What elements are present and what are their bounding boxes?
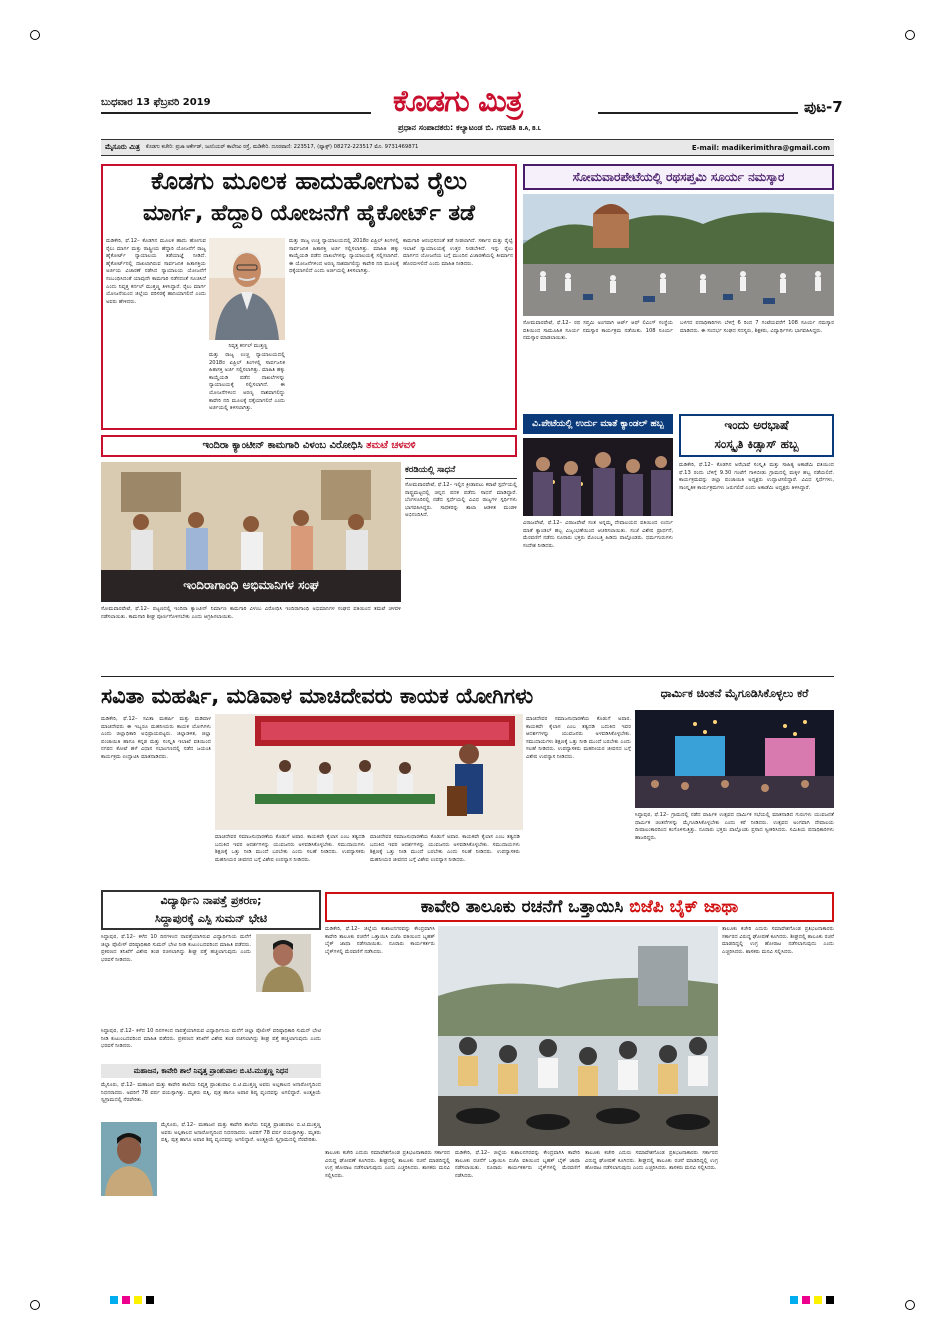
newspaper-logo: ಕೊಡಗು ಮಿತ್ರ: [393, 84, 523, 119]
canteen-protest-banner: ಇಂದಿರಾಗಾಂಧಿ ಅಭಿಮಾನಿಗಳ ಸಂಘ: [183, 578, 319, 592]
registration-mark: [30, 30, 40, 40]
story-canteen-headline-accent: ತಮಟೆ ಚಳವಳಿ: [366, 440, 416, 451]
story-karate-body: ಸೋಮವಾರಪೇಟೆ, ಫೆ.12– ಇಲ್ಲಿನ ಕ್ರೀಡಾಪಟು ಕರಾಟೆ ಸ್ಪರ್ಧೆಯಲ್ಲಿ ರಾಷ್ಟ್ರಮಟ್ಟದಲ್ಲಿ ಚಿನ್ನದ ಪದಕ ಪಡೆದು ಸಾಧನೆ ಮಾಡಿದ್ದಾರೆ. ಬೆಂಗಳೂರಿನಲ್ಲಿ ನಡೆದ ಸ್ಪರ್ಧೆಯಲ್ಲಿ ವಿವಿಧ ರಾಜ್ಯಗಳ ಸ್ಪರ್ಧಿಗಳು ಭಾಗವಹಿಸಿದ್ದರು. ಸಾಧಕರನ್ನು ಶಾಲಾ ಆಡಳಿತ ಮಂಡಳಿ ಅಭಿನಂದಿಸಿದೆ.: [405, 482, 517, 519]
story-missing-body-cont: ಸಿದ್ದಾಪುರ, ಫೆ.12– ಕಳೆದ 10 ದಿನಗಳಿಂದ ನಾಪತ್ತೆಯಾಗಿರುವ ವಿದ್ಯಾರ್ಥಿನಿಯ ಮನೆಗೆ ಜಿಲ್ಲಾ ಪೊಲೀಸ್ ವರಿಷ್ಠಾಧಿಕಾರಿ ಸುಮನ್ ಭೇಟಿ ನೀಡಿ ಕುಟುಂಬದವರಿಂದ ಮಾಹಿತಿ ಪಡೆದರು. ಪ್ರಕರಣದ ತನಿಖೆಗೆ ವಿಶೇಷ ತಂಡ ರಚಿಸಲಾಗಿದ್ದು ಶೀಘ್ರ ಪತ್ತೆ ಹಚ್ಚಲಾಗುವುದು ಎಂದು ಭರವಸೆ ನೀಡಿದರು.: [101, 1028, 321, 1050]
canteen-protest-photo: [101, 462, 401, 602]
story-canteen-body: ಸೋಮವಾರಪೇಟೆ, ಫೆ.12– ಪಟ್ಟಣದಲ್ಲಿ ಇಂದಿರಾ ಕ್ಯಾಂಟೀನ್ ನಿರ್ಮಾಣ ಕಾಮಗಾರಿ ವಿಳಂಬ ವಿರೋಧಿಸಿ ಇಂದಿರಾಗಾಂಧಿ ಅಭಿಮಾನಿಗಳ ಸಂಘದ ವತಿಯಿಂದ ತಮಟೆ ಚಳವಳಿ ನಡೆಸಲಾಯಿತು. ಕಾಮಗಾರಿ ಶೀಘ್ರ ಪೂರ್ಣಗೊಳಿಸಬೇಕು ಎಂದು ಆಗ್ರಹಿಸಲಾಯಿತು.: [101, 606, 401, 620]
story-missing-headline-line1: ವಿದ್ಯಾರ್ಥಿನಿ ನಾಪತ್ತೆ ಪ್ರಕರಣ;: [160, 894, 262, 907]
story-railway-headline-line1: ಕೊಡಗು ಮೂಲಕ ಹಾದುಹೋಗುವ ರೈಲು: [151, 167, 467, 195]
editor-degree: B.A, B.L: [518, 126, 541, 132]
page-number: ಪುಟ-7: [804, 98, 843, 116]
story-arebhashe-headline-line1: ಇಂದು ಅರಭಾಷೆ: [724, 418, 789, 432]
story-railway-body: ಮಡಿಕೇರಿ, ಫೆ.12– ಕೊಡಗಿನ ಮೂಲಕ ಹಾದು ಹೋಗುವ ರೈಲು ಮಾರ್ಗ ಮತ್ತು ರಾಷ್ಟ್ರೀಯ ಹೆದ್ದಾರಿ ಯೋಜನೆಗೆ ರಾಜ್ಯ ಹೈಕೋರ್ಟ್ ನ್ಯಾಯಾಲಯ ತಡೆಯಾಜ್ಞೆ ನೀಡಿದೆ. ಹೈಕೋರ್ಟ್‌ನಲ್ಲಿ ದಾಖಲಾಗಿರುವ ಸಾರ್ವಜನಿಕ ಹಿತಾಸಕ್ತಿಯ ಅರ್ಜಿಯ ವಿಚಾರಣೆ ನಡೆಸಿದ ನ್ಯಾಯಾಲಯ ಯೋಜನೆಗೆ ಸಂಬಂಧಿಸಿದಂತೆ ಯಾವುದೇ ಕಾಮಗಾರಿ ನಡೆಸದಂತೆ ಸೂಚಿಸಿದೆ ಎಂದು ನಿವೃತ್ತ ಕರ್ನಲ್ ಮುತ್ತಣ್ಣ ತಿಳಿಸಿದ್ದಾರೆ. ರೈಲು ಮಾರ್ಗ ಯೋಜನೆಯಿಂದ ಜಿಲ್ಲೆಯ ಪರಿಸರಕ್ಕೆ ಹಾನಿಯಾಗಲಿದೆ ಎಂದು ಅವರು ಹೇಳಿದರು.: [106, 238, 206, 305]
story-bike-rally-body-cont2: ಮಡಿಕೇರಿ, ಫೆ.12– ಜಿಲ್ಲೆಯ ಕುಶಾಲನಗರವನ್ನು ಕೇಂದ್ರವಾಗಿಸಿ ಕಾವೇರಿ ತಾಲೂಕು ರಚನೆಗೆ ಒತ್ತಾಯಿಸಿ ಬಿಜೆಪಿ ವತಿಯಿಂದ ಬೃಹತ್ ಬೈಕ್ ಜಾಥಾ ನಡೆಸಲಾಯಿತು. ನೂರಾರು ಕಾರ್ಯಕರ್ತರು ಬೈಕ್‌ಗಳಲ್ಲಿ ಮೆರವಣಿಗೆ ನಡೆಸಿದರು.: [455, 1150, 580, 1179]
office-address: ಕೊಡಗು ಕಚೇರಿ: ಪ್ರಜಾ ಆರ್ಕೇಡ್, ಜೂನಿಯರ್ ಕಾಲೇಜು ರಸ್ತೆ, ಮಡಿಕೇರಿ. ದೂರವಾಣಿ: 223517, (ಫ್ಯಾಕ್ಸ್) 08272-223517 ಮೊ. 9731469871: [145, 144, 419, 150]
story-obituary-headline: ಮಹಾಜನ, ಕಾವೇರಿ ಶಾಲೆ ನಿವೃತ್ತ ಪ್ರಾಂಶುಪಾಲ ಬಿ.ಟಿ.ಮುತ್ತಣ್ಣ ನಿಧನ: [101, 1064, 321, 1078]
story-canteen-headline-main: ಇಂದಿರಾ ಕ್ಯಾಂಟೀನ್ ಕಾಮಗಾರಿ ವಿಳಂಬ ವಿರೋಧಿಸಿ: [202, 440, 363, 451]
story-savitha-body-col3: ಮಾಚಿದೇವರ ಸಮಾಜಸುಧಾರಣೆಯ ಕೊಡುಗೆ ಅಪಾರ. ಕಾಯಕವೇ ಕೈಲಾಸ ಎಂಬ ತತ್ವದಡಿ ಬದುಕಿದ ಇವರ ಆದರ್ಶಗಳನ್ನು ಯುವಜನರು ಅಳವಡಿಸಿಕೊಳ್ಳಬೇಕು. ಸಮುದಾಯಗಳು ಶಿಕ್ಷಣಕ್ಕೆ ಒತ್ತು ನೀಡಿ ಮುಂದೆ ಬರಬೇಕು ಎಂದು ಸಲಹೆ ನೀಡಿದರು. ಉಪನ್ಯಾಸಕರು ಮಹನೀಯರ ಜೀವನದ ಬಗ್ಗೆ ವಿಶೇಷ ಉಪನ್ಯಾಸ ನೀಡಿದರು.: [370, 834, 520, 863]
story-savitha-body-col2: ಮಾಚಿದೇವರ ಸಮಾಜಸುಧಾರಣೆಯ ಕೊಡುಗೆ ಅಪಾರ. ಕಾಯಕವೇ ಕೈಲಾಸ ಎಂಬ ತತ್ವದಡಿ ಬದುಕಿದ ಇವರ ಆದರ್ಶಗಳನ್ನು ಯುವಜನರು ಅಳವಡಿಸಿಕೊಳ್ಳಬೇಕು. ಸಮುದಾಯಗಳು ಶಿಕ್ಷಣಕ್ಕೆ ಒತ್ತು ನೀಡಿ ಮುಂದೆ ಬರಬೇಕು ಎಂದು ಸಲಹೆ ನೀಡಿದರು. ಉಪನ್ಯಾಸಕರು ಮಹನೀಯರ ಜೀವನದ ಬಗ್ಗೆ ವಿಶೇಷ ಉಪನ್ಯಾಸ ನೀಡಿದರು.: [215, 834, 365, 863]
story-surya-body: ಸೋಮವಾರಪೇಟೆ, ಫೆ.12– ರಥ ಸಪ್ತಮಿ ಅಂಗವಾಗಿ ಆರ್ಟ್ ಆಫ್ ಲಿವಿಂಗ್ ಸಂಸ್ಥೆಯ ವತಿಯಿಂದ ಸಾಮೂಹಿಕ ಸೂರ್ಯ ನಮಸ್ಕಾರ ಕಾರ್ಯಕ್ರಮ ನಡೆಯಿತು. 108 ಸೂರ್ಯ ನಮಸ್ಕಾರ ಮಾಡಲಾಯಿತು.: [523, 320, 673, 342]
story-surya-headline: ಸೋಮವಾರಪೇಟೆಯಲ್ಲಿ ರಥಸಪ್ತಮಿ ಸೂರ್ಯ ನಮಸ್ಕಾರ: [523, 164, 834, 190]
registration-mark: [905, 1300, 915, 1310]
story-bike-rally-body: ಮಡಿಕೇರಿ, ಫೆ.12– ಜಿಲ್ಲೆಯ ಕುಶಾಲನಗರವನ್ನು ಕೇಂದ್ರವಾಗಿಸಿ ಕಾವೇರಿ ತಾಲೂಕು ರಚನೆಗೆ ಒತ್ತಾಯಿಸಿ ಬಿಜೆಪಿ ವತಿಯಿಂದ ಬೃಹತ್ ಬೈಕ್ ಜಾಥಾ ನಡೆಸಲಾಯಿತು. ನೂರಾರು ಕಾರ್ಯಕರ್ತರು ಬೈಕ್‌ಗಳಲ್ಲಿ ಮೆರವಣಿಗೆ ನಡೆಸಿದರು.: [325, 926, 435, 955]
story-bike-rally-headline-main: ಕಾವೇರಿ ತಾಲೂಕು ರಚನೆಗೆ ಒತ್ತಾಯಿಸಿ: [420, 897, 624, 917]
story-obituary-body: ಮೈಸೂರು, ಫೆ.12– ಮಹಾಜನ ಮತ್ತು ಕಾವೇರಿ ಶಾಲೆಯ ನಿವೃತ್ತ ಪ್ರಾಂಶುಪಾಲ ಬಿ.ಟಿ.ಮುತ್ತಣ್ಣ ಅವರು ಅಲ್ಪಕಾಲದ ಅನಾರೋಗ್ಯದಿಂದ ನಿಧನರಾದರು. ಅವರಿಗೆ 78 ವರ್ಷ ವಯಸ್ಸಾಗಿತ್ತು. ಮೃತರು ಪತ್ನಿ, ಪುತ್ರ ಹಾಗೂ ಅಪಾರ ಶಿಷ್ಯ ವೃಂದವನ್ನು ಅಗಲಿದ್ದಾರೆ. ಅಂತ್ಯಕ್ರಿಯೆ ಸ್ವಗ್ರಾಮದಲ್ಲಿ ನೆರವೇರಿತು.: [101, 1082, 321, 1104]
story-missing-headline-line2: ಸಿದ್ದಾಪುರಕ್ಕೆ ಎಸ್ಪಿ ಸುಮನ್ ಭೇಟಿ: [154, 912, 268, 925]
contact-bar: [101, 139, 834, 156]
story-bike-rally-headline: [325, 892, 834, 922]
issue-date: ಬುಧವಾರ 13 ಫೆಬ್ರವರಿ 2019: [101, 97, 211, 108]
story-surya-body-col2: ಬಳಗದ ಪದಾಧಿಕಾರಿಗಳು ಬೆಳಿಗ್ಗೆ 6 ರಿಂದ 7 ಗಂಟೆಯವರೆಗೆ 108 ಸೂರ್ಯ ನಮಸ್ಕಾರ ಮಾಡಿದರು. ಈ ಸಂದರ್ಭ ಸಂಘದ ಸದಸ್ಯರು, ಶಿಕ್ಷಕರು, ವಿದ್ಯಾರ್ಥಿಗಳು ಭಾಗವಹಿಸಿದ್ದರು.: [680, 320, 834, 334]
bike-rally-photo: [438, 926, 718, 1146]
color-bar-left: [110, 1296, 154, 1304]
registration-mark: [905, 30, 915, 40]
sp-suman-photo: [256, 934, 311, 992]
temple-festival-photo: [635, 710, 834, 808]
divider: [101, 676, 834, 677]
story-candle-headline: ವಿ.ಪೇಟೆಯಲ್ಲಿ ಉರ್ದು ಮಾತೆ ಕ್ಯಾಂಡಲ್ ಹಬ್ಬ: [523, 414, 673, 434]
obituary-photo: [101, 1122, 157, 1196]
editor-name: ಪ್ರಧಾನ ಸಂಪಾದಕರು: ಕಲ್ಯಾಟಂಡ ಬಿ. ಗಣಪತಿ: [398, 123, 516, 132]
colonel-portrait-photo: [209, 238, 285, 340]
story-railway-body-cont: ಮತ್ತು ರಾಜ್ಯ ಉಚ್ಚ ನ್ಯಾಯಾಲಯದಲ್ಲಿ 2018ರ ಏಪ್ರಿಲ್ ತಿಂಗಳಲ್ಲಿ ಸಾರ್ವಜನಿಕ ಹಿತಾಸಕ್ತಿ ಅರ್ಜಿ ಸಲ್ಲಿಸಲಾಗಿತ್ತು. ಮಾಹಿತಿ ಹಕ್ಕು ಕಾಯ್ದೆಯಡಿ ಪಡೆದ ದಾಖಲೆಗಳನ್ನು ನ್ಯಾಯಾಲಯಕ್ಕೆ ಸಲ್ಲಿಸಲಾಗಿದೆ. ಈ ಯೋಜನೆಗಳಿಂದ ಅರಣ್ಯ ನಾಶವಾಗಲಿದ್ದು ಕಾವೇರಿ ನದಿ ಮೂಲಕ್ಕೆ ಧಕ್ಕೆಯಾಗಲಿದೆ ಎಂದು ಅರ್ಜಿಯಲ್ಲಿ ತಿಳಿಸಲಾಗಿತ್ತು.: [209, 352, 285, 412]
divider: [598, 112, 798, 114]
registration-mark: [30, 1300, 40, 1310]
story-railway-body-col3: ಕಾಮಗಾರಿ ಆರಂಭಿಸದಂತೆ ತಡೆ ನೀಡಲಾಗಿದೆ. ಸರ್ಕಾರ ಮತ್ತು ರೈಲ್ವೆ ಇಲಾಖೆ ನ್ಯಾಯಾಲಯಕ್ಕೆ ಉತ್ತರ ನೀಡಬೇಕಿದೆ. ಇನ್ನು ರೈಲು ಮಾರ್ಗದ ಯೋಜನೆಯ ಬಗ್ಗೆ ಮುಂದಿನ ವಿಚಾರಣೆಯಲ್ಲಿ ತೀರ್ಮಾನ ಹೊರಬೀಳಲಿದೆ ಎಂದು ಮಾಹಿತಿ ನೀಡಿದರು.: [403, 238, 513, 267]
story-savitha-headline: ಸವಿತಾ ಮಹರ್ಷಿ, ಮಡಿವಾಳ ಮಾಚಿದೇವರು ಕಾಯಕ ಯೋಗಿಗಳು: [101, 684, 534, 708]
story-arebhashe-body: ಮಡಿಕೇರಿ, ಫೆ.12– ಕೊಡಗಿನ ಅರೆಭಾಷೆ ಸಂಸ್ಕೃತಿ ಮತ್ತು ಸಾಹಿತ್ಯ ಅಕಾಡೆಮಿ ವತಿಯಿಂದ ಫೆ.13 ರಂದು ಬೆಳಿಗ್ಗೆ 9.30 ಗಂಟೆಗೆ ಗಾಳಿಬೀಡು ಗ್ರಾಮದಲ್ಲಿ ಮಕ್ಕಳ ಹಬ್ಬ ನಡೆಯಲಿದೆ. ಕಾರ್ಯಕ್ರಮವನ್ನು ಜಿಲ್ಲಾ ಪಂಚಾಯಿತಿ ಅಧ್ಯಕ್ಷರು ಉದ್ಘಾಟಿಸಲಿದ್ದಾರೆ. ವಿವಿಧ ಸ್ಪರ್ಧೆಗಳು, ಸಾಂಸ್ಕೃತಿಕ ಕಾರ್ಯಕ್ರಮಗಳು ಜರುಗಲಿವೆ ಎಂದು ಅಕಾಡೆಮಿ ಅಧ್ಯಕ್ಷರು ತಿಳಿಸಿದ್ದಾರೆ.: [679, 462, 834, 491]
story-bike-rally-body-cont3: ತಾಲೂಕು ಕಚೇರಿ ಎದುರು ಸಮಾವೇಶಗೊಂಡ ಪ್ರತಿಭಟನಾಕಾರರು ಸರ್ಕಾರದ ವಿರುದ್ಧ ಘೋಷಣೆ ಕೂಗಿದರು. ಶೀಘ್ರದಲ್ಲಿ ತಾಲೂಕು ರಚನೆ ಮಾಡದಿದ್ದಲ್ಲಿ ಉಗ್ರ ಹೋರಾಟ ನಡೆಸಲಾಗುವುದು ಎಂದು ಎಚ್ಚರಿಸಿದರು. ಶಾಸಕರು ಮನವಿ ಸಲ್ಲಿಸಿದರು.: [585, 1150, 718, 1172]
story-missing-body: ಸಿದ್ದಾಪುರ, ಫೆ.12– ಕಳೆದ 10 ದಿನಗಳಿಂದ ನಾಪತ್ತೆಯಾಗಿರುವ ವಿದ್ಯಾರ್ಥಿನಿಯ ಮನೆಗೆ ಜಿಲ್ಲಾ ಪೊಲೀಸ್ ವರಿಷ್ಠಾಧಿಕಾರಿ ಸುಮನ್ ಭೇಟಿ ನೀಡಿ ಕುಟುಂಬದವರಿಂದ ಮಾಹಿತಿ ಪಡೆದರು. ಪ್ರಕರಣದ ತನಿಖೆಗೆ ವಿಶೇಷ ತಂಡ ರಚಿಸಲಾಗಿದ್ದು ಶೀಘ್ರ ಪತ್ತೆ ಹಚ್ಚಲಾಗುವುದು ಎಂದು ಭರವಸೆ ನೀಡಿದರು.: [101, 934, 251, 963]
story-railway-body-col2: ಮತ್ತು ರಾಜ್ಯ ಉಚ್ಚ ನ್ಯಾಯಾಲಯದಲ್ಲಿ 2018ರ ಏಪ್ರಿಲ್ ತಿಂಗಳಲ್ಲಿ ಸಾರ್ವಜನಿಕ ಹಿತಾಸಕ್ತಿ ಅರ್ಜಿ ಸಲ್ಲಿಸಲಾಗಿತ್ತು. ಮಾಹಿತಿ ಹಕ್ಕು ಕಾಯ್ದೆಯಡಿ ಪಡೆದ ದಾಖಲೆಗಳನ್ನು ನ್ಯಾಯಾಲಯಕ್ಕೆ ಸಲ್ಲಿಸಲಾಗಿದೆ. ಈ ಯೋಜನೆಗಳಿಂದ ಅರಣ್ಯ ನಾಶವಾಗಲಿದ್ದು ಕಾವೇರಿ ನದಿ ಮೂಲಕ್ಕೆ ಧಕ್ಕೆಯಾಗಲಿದೆ ಎಂದು ಅರ್ಜಿಯಲ್ಲಿ ತಿಳಿಸಲಾಗಿತ್ತು.: [289, 238, 399, 275]
story-karate-headline: ಕರಡಿಯಲ್ಲಿ ಸಾಧನೆ: [405, 462, 517, 479]
story-candle-body: ವಿರಾಜಪೇಟೆ, ಫೆ.12– ವಿರಾಜಪೇಟೆ ಸಂತ ಅನ್ನಮ್ಮ ದೇವಾಲಯದ ವತಿಯಿಂದ ಉರ್ದು ಮಾತೆ ಕ್ಯಾಂಡಲ್ ಹಬ್ಬ ವಿಜೃಂಭಣೆಯಿಂದ ಆಚರಿಸಲಾಯಿತು. ಸಂಜೆ ವಿಶೇಷ ಪ್ರಾರ್ಥನೆ, ಮೆರವಣಿಗೆ ನಡೆದು ನೂರಾರು ಭಕ್ತರು ಮೊಂಬತ್ತಿ ಹಿಡಿದು ಪಾಲ್ಗೊಂಡರು. ಧರ್ಮಗುರುಗಳು ಸಂದೇಶ ನೀಡಿದರು.: [523, 520, 673, 549]
story-bike-rally-body-col3: ತಾಲೂಕು ಕಚೇರಿ ಎದುರು ಸಮಾವೇಶಗೊಂಡ ಪ್ರತಿಭಟನಾಕಾರರು ಸರ್ಕಾರದ ವಿರುದ್ಧ ಘೋಷಣೆ ಕೂಗಿದರು. ಶೀಘ್ರದಲ್ಲಿ ತಾಲೂಕು ರಚನೆ ಮಾಡದಿದ್ದಲ್ಲಿ ಉಗ್ರ ಹೋರಾಟ ನಡೆಸಲಾಗುವುದು ಎಂದು ಎಚ್ಚರಿಸಿದರು. ಶಾಸಕರು ಮನವಿ ಸಲ್ಲಿಸಿದರು.: [722, 926, 834, 955]
story-dharmika-headline: ಧಾರ್ಮಿಕ ಚಿಂತನೆ ಮೈಗೂಡಿಸಿಕೊಳ್ಳಲು ಕರೆ: [660, 687, 809, 700]
savitha-event-photo: [215, 714, 523, 830]
editor-line: [398, 123, 541, 133]
story-bike-rally-body-cont1: ತಾಲೂಕು ಕಚೇರಿ ಎದುರು ಸಮಾವೇಶಗೊಂಡ ಪ್ರತಿಭಟನಾಕಾರರು ಸರ್ಕಾರದ ವಿರುದ್ಧ ಘೋಷಣೆ ಕೂಗಿದರು. ಶೀಘ್ರದಲ್ಲಿ ತಾಲೂಕು ರಚನೆ ಮಾಡದಿದ್ದಲ್ಲಿ ಉಗ್ರ ಹೋರಾಟ ನಡೆಸಲಾಗುವುದು ಎಂದು ಎಚ್ಚರಿಸಿದರು. ಶಾಸಕರು ಮನವಿ ಸಲ್ಲಿಸಿದರು.: [325, 1150, 450, 1179]
candle-festival-photo: [523, 438, 673, 516]
story-bike-rally-headline-accent: ಬಿಜೆಪಿ ಬೈಕ್ ಜಾಥಾ: [629, 897, 739, 917]
story-railway-headline-line2: ಮಾರ್ಗ, ಹೆದ್ದಾರಿ ಯೋಜನೆಗೆ ಹೈಕೋರ್ಟ್ ತಡೆ: [143, 201, 475, 226]
divider: [101, 112, 371, 114]
story-obituary-body-cont: ಮೈಸೂರು, ಫೆ.12– ಮಹಾಜನ ಮತ್ತು ಕಾವೇರಿ ಶಾಲೆಯ ನಿವೃತ್ತ ಪ್ರಾಂಶುಪಾಲ ಬಿ.ಟಿ.ಮುತ್ತಣ್ಣ ಅವರು ಅಲ್ಪಕಾಲದ ಅನಾರೋಗ್ಯದಿಂದ ನಿಧನರಾದರು. ಅವರಿಗೆ 78 ವರ್ಷ ವಯಸ್ಸಾಗಿತ್ತು. ಮೃತರು ಪತ್ನಿ, ಪುತ್ರ ಹಾಗೂ ಅಪಾರ ಶಿಷ್ಯ ವೃಂದವನ್ನು ಅಗಲಿದ್ದಾರೆ. ಅಂತ್ಯಕ್ರಿಯೆ ಸ್ವಗ್ರಾಮದಲ್ಲಿ ನೆರವೇರಿತು.: [161, 1122, 321, 1144]
story-savitha-body-col4: ಮಾಚಿದೇವರ ಸಮಾಜಸುಧಾರಣೆಯ ಕೊಡುಗೆ ಅಪಾರ. ಕಾಯಕವೇ ಕೈಲಾಸ ಎಂಬ ತತ್ವದಡಿ ಬದುಕಿದ ಇವರ ಆದರ್ಶಗಳನ್ನು ಯುವಜನರು ಅಳವಡಿಸಿಕೊಳ್ಳಬೇಕು. ಸಮುದಾಯಗಳು ಶಿಕ್ಷಣಕ್ಕೆ ಒತ್ತು ನೀಡಿ ಮುಂದೆ ಬರಬೇಕು ಎಂದು ಸಲಹೆ ನೀಡಿದರು. ಉಪನ್ಯಾಸಕರು ಮಹನೀಯರ ಜೀವನದ ಬಗ್ಗೆ ವಿಶೇಷ ಉಪನ್ಯಾಸ ನೀಡಿದರು.: [526, 716, 631, 760]
email-address: E-mail: madikerimithra@gmail.com: [691, 143, 830, 152]
story-savitha-body: ಮಡಿಕೇರಿ, ಫೆ.12– ಸವಿತಾ ಮಹರ್ಷಿ ಮತ್ತು ಮಡಿವಾಳ ಮಾಚಿದೇವರು ಈ ಇಬ್ಬರೂ ಮಹನೀಯರು ಕಾಯಕ ಯೋಗಿಗಳು ಎಂದು ಜಿಲ್ಲಾಧಿಕಾರಿ ಅಭಿಪ್ರಾಯಪಟ್ಟರು. ಜಿಲ್ಲಾಡಳಿತ, ಜಿಲ್ಲಾ ಪಂಚಾಯಿತಿ ಹಾಗೂ ಕನ್ನಡ ಮತ್ತು ಸಂಸ್ಕೃತಿ ಇಲಾಖೆ ವತಿಯಿಂದ ನಗರದ ಕೋಟೆ ಹಳೆ ವಿಧಾನ ಸಭಾಂಗಣದಲ್ಲಿ ನಡೆದ ಜಯಂತಿ ಕಾರ್ಯಕ್ರಮ ಉದ್ಘಾಟಿಸಿ ಮಾತನಾಡಿದರು.: [101, 716, 211, 760]
surya-namaskara-photo: [523, 194, 834, 316]
story-arebhashe-headline-line2: ಸಂಸ್ಕೃತಿ ಕಿಡ್ಸಾಸ್ ಹಬ್ಬ: [714, 437, 799, 451]
color-bar-right: [790, 1296, 834, 1304]
colonel-photo-caption: ನಿವೃತ್ತ ಕರ್ನಲ್ ಮುತ್ತಣ್ಣ: [228, 343, 268, 349]
sister-paper-name: ಮೈಸೂರು ಮಿತ್ರ: [105, 143, 140, 151]
story-canteen-headline: [101, 435, 517, 457]
story-dharmika-body: ಸಿದ್ದಾಪುರ, ಫೆ.12– ಗ್ರಾಮದಲ್ಲಿ ನಡೆದ ವಾರ್ಷಿಕ ಉತ್ಸವದ ಧಾರ್ಮಿಕ ಸಭೆಯಲ್ಲಿ ಮಾತನಾಡಿದ ಗುರುಗಳು ಯುವಜನತೆ ಧಾರ್ಮಿಕ ಚಿಂತನೆಗಳನ್ನು ಮೈಗೂಡಿಸಿಕೊಳ್ಳಬೇಕು ಎಂದು ಕರೆ ನೀಡಿದರು. ಉತ್ಸವದ ಅಂಗವಾಗಿ ದೇವಾಲಯ ದೀಪಾಲಂಕಾರದಿಂದ ಕಂಗೊಳಿಸುತ್ತಿತ್ತು. ನೂರಾರು ಭಕ್ತರು ಪಾಲ್ಗೊಂಡು ಪ್ರಸಾದ ಸ್ವೀಕರಿಸಿದರು. ಸಮಿತಿಯ ಪದಾಧಿಕಾರಿಗಳು ಹಾಜರಿದ್ದರು.: [635, 812, 834, 841]
